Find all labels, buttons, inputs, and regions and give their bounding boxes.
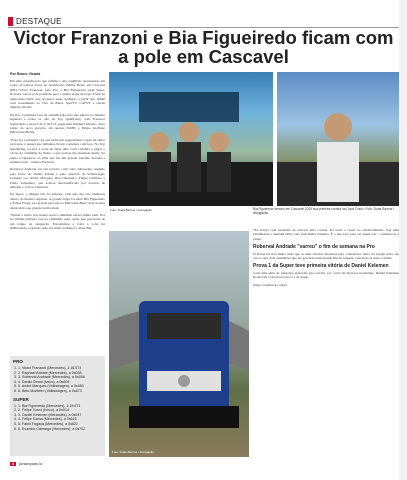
list-item: 4. 4. Felipe Gama (Mercedes), a 0s616	[18, 417, 105, 422]
list-item: 6. 6. Beto Monteiro (Volkswagen), a 0s673	[18, 389, 105, 394]
winner-photo	[277, 72, 399, 206]
paragraph: Roberval Andrade sai em terceiro com outro Mercedes, seguido pelo trator do Danilo Dirani e pelo quarteto da Volkswagen, formado por André Marques, Beto Monteiro, Felipe Giaffone e Paulo Salustiano, que acabou desclassificado por excesso de emissão e voltou à lanterna.	[10, 167, 105, 189]
list-item: 5. 5. Fabio Fogaça (Mercedes), a 0s622	[18, 422, 105, 427]
section-marker	[8, 17, 13, 26]
paragraph: "Esse foi a primeira vez que tinha um espaçamento capaz de andar na frente, e pensei que tínhamos ficado contentes com isso. No Top Qualifying, eu tive a sorte de fazer uma volta redonda e pegar o vácuo do caminhão da frente, o que acabou me ajudando muito. Só tenho a agradecer ao time que fez um grande trabalho durante a semana toda", celebra Franzoni.	[10, 137, 105, 164]
list-item: 4. 4. Danilo Dirani (Iveco), a 0s609	[18, 380, 105, 385]
results-title-pro: PRO	[13, 359, 23, 364]
paragraph: Em uma classificação que refletiu o alto equilíbrio apresentado em todos os treinos livres no Autódromo Zilmar Beux, em Cascavel (PR), Victor Franzoni, pela Pro, e Bia Figueiredo, pela Super, ficaram com as pole positions para a quinta etapa da Copa Truck na temporada 2025, que acontece neste domingo a partir das 10h40 com transmissão ao vivo da Band, SporTV, CATVE e canais digitais oficiais.	[10, 79, 105, 110]
photo-caption: Bia Figueiredo venceu em Cascavel 2025 sua primeira corrida na Copa Truck • Foto: Duda Bairros / divulgação	[253, 207, 395, 215]
paragraph: Na Pro, a primeira fase da classificação teve dez pilotos no mesmo segundo e todos os oito no Top Qualifying, com Franzoni registrando a marca de 1:18.574, superando Raphael Abbate, outro piloto da nova geração, em apenas 0s038, e Felipe Giaffone (Mercedes-Benz).	[10, 112, 105, 135]
paragraph: Na Super, a disputa não foi inferior, com seis dos oito melhores dentro do mesmo segundo. A grande briga foi entre Bia Figueiredo e Felipe Fraga, sua grande parceira na Mercedes-Benz, mas acabou destacando sua grande forma atual.	[10, 192, 105, 210]
paragraph: Com uma série de punições aplicadas pós-corrida, por conta de diversos incidentes, Daniel Kelemen ficou com a vitória na prova 1 da Super.	[253, 270, 399, 280]
paragraph: Já Roberval teve muito mais que as duas vitórias absolutas para comemorar. Ouro da equipe ASG, ele viu os seus dois caminhões que ele gerencia num grande fim de semana, vencendo as duas corridas.	[253, 251, 399, 261]
paragraph: "Eu estava com saudades de renovar uma corrida. Eu nasci e cresci no automobilismo. Sou uma batalhadora e nenhum título veio sem muito trabalho. É o que faço para ser quem sou", comemorou a piloto.	[253, 228, 399, 241]
truck-photo	[109, 231, 249, 457]
list-item: 2. 2. Felipe Tozzo (Iveco), a 0s014	[18, 408, 105, 413]
photo-caption: Foto: Duda Bairros / divulgação	[110, 208, 153, 212]
subheading: Roberval Andrade "varreu" o fim de semana na Pro	[253, 244, 375, 251]
article-column-1	[10, 79, 105, 234]
page-number: 4	[12, 462, 14, 466]
source-link[interactable]: https://copatruck.com.br	[253, 282, 288, 287]
subheading: Prova 1 da Super teve primeira vitória de Daniel Kelemen	[253, 263, 389, 270]
results-title-super: SUPER	[13, 396, 29, 402]
photo-caption: Foto: Duda Bairros / divulgação	[112, 450, 155, 454]
site-name: jornalmpacto.ia	[18, 462, 42, 466]
list-item: 1. 1. Victor Franzoni (Mercedes), 1:18.574	[18, 366, 105, 371]
page-edge	[399, 0, 407, 480]
list-item: 1. 1. Bia Figueiredo (Mercedes), 1:19.671	[18, 404, 105, 409]
truck-illustration	[109, 231, 249, 457]
headline: Victor Franzoni e Bia Figueiredo ficam com a pole em Cascavel	[13, 27, 394, 67]
paragraph: "Desde o início dos treinos nosso caminhão estava muito bem. Por ser minha primeira vez no caminhão aqui, sabia que precisaria de um tempo de adaptação. Encaixamos e volta a volta fui melhorando, pegando cada vez mais confiança", disse Bia.	[10, 212, 105, 231]
winner-illustration	[277, 72, 399, 206]
results-list-pro	[13, 366, 105, 394]
list-item: 6. 6. Evandro Camargo (Mercedes), a 0s702	[18, 427, 105, 432]
section-tag	[8, 16, 62, 26]
list-item: 5. 5. André Marques (Volkswagen), a 0s650	[18, 384, 105, 389]
byline: Por Bruno Vicaria	[10, 72, 41, 76]
results-box	[10, 356, 105, 456]
section-label: DESTAQUE	[16, 16, 62, 26]
article-column-3	[253, 228, 399, 290]
list-item: 3. 3. Roberval Andrade (Mercedes), a 0s098	[18, 375, 105, 380]
podium-photo	[109, 72, 273, 206]
list-item: 2. 2. Raphael Abbate (Mercedes), a 0s038	[18, 371, 105, 376]
list-item: 3. 3. Daniel Kelemen (Mercedes), a 0s547	[18, 413, 105, 418]
podium-illustration	[109, 72, 273, 206]
page-footer	[10, 462, 42, 466]
results-list-super	[13, 404, 105, 432]
